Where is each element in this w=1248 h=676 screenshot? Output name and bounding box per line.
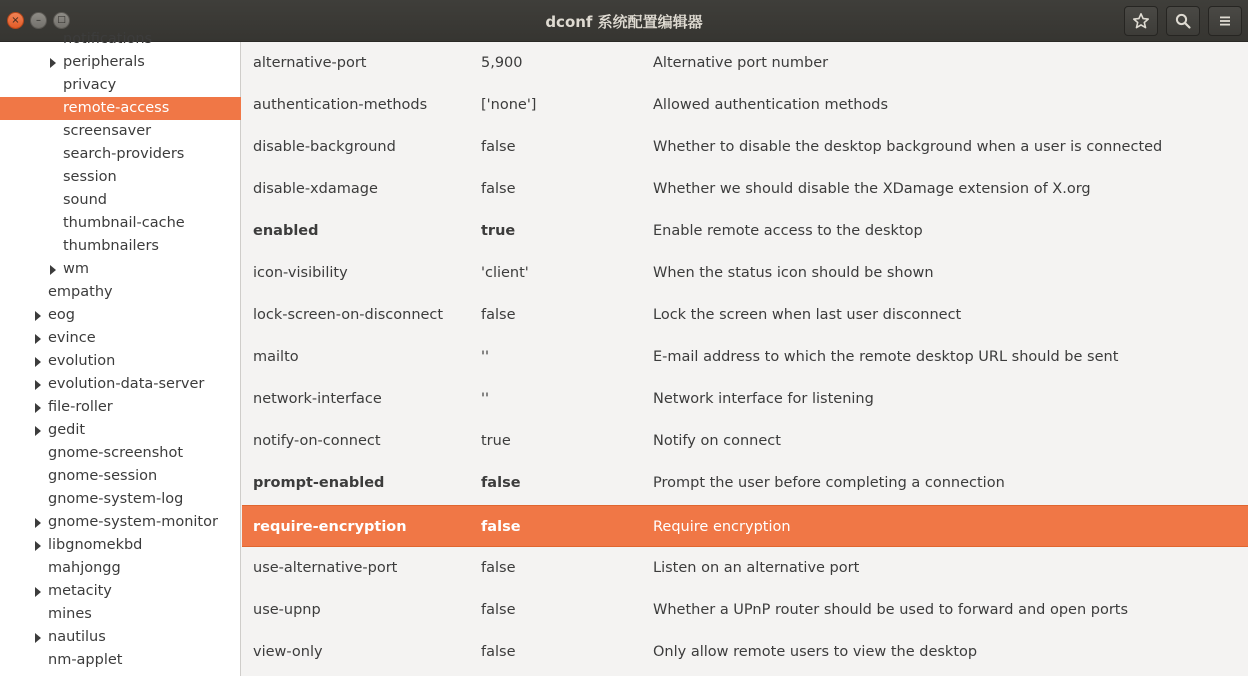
sidebar-item-label: file-roller	[48, 399, 113, 415]
key-row-alternative-port[interactable]	[242, 42, 1248, 84]
key-value: true	[481, 433, 511, 449]
sidebar-item-label: eog	[48, 307, 75, 323]
key-value: 'client'	[481, 265, 529, 281]
key-name: use-alternative-port	[253, 560, 398, 576]
sidebar-item-label: thumbnail-cache	[63, 215, 185, 231]
key-name: lock-screen-on-disconnect	[253, 307, 444, 323]
key-value: ['none']	[481, 97, 537, 113]
sidebar-item-label: gedit	[48, 422, 86, 438]
key-name: view-only	[253, 644, 323, 660]
sidebar-item-label: evolution	[48, 353, 116, 369]
sidebar-item-remote-access[interactable]	[0, 97, 241, 120]
sidebar-item-label: gnome-screenshot	[48, 445, 184, 461]
expander-arrow-icon[interactable]	[35, 403, 41, 413]
sidebar-item-label: privacy	[63, 77, 117, 93]
key-description: Whether we should disable the XDamage extension of X.org	[653, 181, 1091, 197]
sidebar-item-gnome-screenshot[interactable]	[0, 442, 241, 465]
sidebar-item-privacy[interactable]	[0, 74, 241, 97]
sidebar-item-screensaver[interactable]	[0, 120, 241, 143]
sidebar-item-mines[interactable]	[0, 603, 241, 626]
key-name: mailto	[253, 349, 299, 365]
sidebar-item-label: gnome-system-monitor	[48, 514, 218, 530]
key-description: Allowed authentication methods	[653, 97, 889, 113]
key-name: authentication-methods	[253, 97, 428, 113]
sidebar-item-label: remote-access	[63, 100, 170, 116]
sidebar-item-gnome-session[interactable]	[0, 465, 241, 488]
key-row-disable-xdamage[interactable]	[242, 168, 1248, 210]
sidebar-item-label: thumbnailers	[63, 238, 159, 254]
sidebar-item-label: evince	[48, 330, 96, 346]
sidebar-item-empathy[interactable]	[0, 281, 241, 304]
sidebar-item-label: gnome-system-log	[48, 491, 184, 507]
key-description: Only allow remote users to view the desktop	[653, 644, 978, 660]
key-row-authentication-methods[interactable]	[242, 84, 1248, 126]
key-name: require-encryption	[253, 519, 407, 535]
sidebar-item-thumbnailers[interactable]	[0, 235, 241, 258]
sidebar-item-label: search-providers	[63, 146, 185, 162]
expander-arrow-icon[interactable]	[50, 58, 56, 68]
expander-arrow-icon[interactable]	[35, 587, 41, 597]
key-name: enabled	[253, 223, 319, 239]
expander-arrow-icon[interactable]	[35, 334, 41, 344]
sidebar-item-evolution-data-server[interactable]	[0, 373, 241, 396]
key-name: disable-background	[253, 139, 396, 155]
expander-arrow-icon[interactable]	[35, 426, 41, 436]
sidebar-item-search-providers[interactable]	[0, 143, 241, 166]
sidebar-item-evince[interactable]	[0, 327, 241, 350]
key-value: false	[481, 139, 516, 155]
sidebar-item-thumbnail-cache[interactable]	[0, 212, 241, 235]
key-description: Alternative port number	[653, 55, 829, 71]
key-value: false	[481, 181, 516, 197]
sidebar-item-gnome-system-monitor[interactable]	[0, 511, 241, 534]
key-row-lock-screen-on-disconnect[interactable]	[242, 294, 1248, 336]
sidebar-item-evolution[interactable]	[0, 350, 241, 373]
sidebar-item-label: nm-applet	[48, 652, 123, 668]
key-row-notify-on-connect[interactable]	[242, 420, 1248, 462]
keys-list[interactable]	[242, 42, 1248, 676]
key-value: 5,900	[481, 55, 523, 71]
key-value: false	[481, 602, 516, 618]
sidebar-item-mahjongg[interactable]	[0, 557, 241, 580]
close-icon: ×	[11, 14, 20, 26]
key-name: icon-visibility	[253, 265, 348, 281]
expander-arrow-icon[interactable]	[35, 357, 41, 367]
sidebar-item-metacity[interactable]	[0, 580, 241, 603]
key-name: disable-xdamage	[253, 181, 378, 197]
key-value: false	[481, 560, 516, 576]
sidebar-item-eog[interactable]	[0, 304, 241, 327]
sidebar-item-label: empathy	[48, 284, 113, 300]
sidebar-item-file-roller[interactable]	[0, 396, 241, 419]
bookmark-button[interactable]	[1124, 6, 1158, 36]
expander-arrow-icon[interactable]	[35, 311, 41, 321]
sidebar-item-label: sound	[63, 192, 108, 208]
key-name: network-interface	[253, 391, 382, 407]
sidebar-item-label: mines	[48, 606, 92, 622]
key-description: Listen on an alternative port	[653, 560, 860, 576]
sidebar-item-label: screensaver	[63, 123, 152, 139]
key-value: false	[481, 519, 521, 535]
key-row-mailto[interactable]	[242, 336, 1248, 378]
key-name: alternative-port	[253, 55, 367, 71]
key-description: Enable remote access to the desktop	[653, 223, 923, 239]
maximize-icon: □	[57, 15, 66, 25]
sidebar-item-label: nautilus	[48, 629, 106, 645]
sidebar-item-sound[interactable]	[0, 189, 241, 212]
key-row-prompt-enabled[interactable]	[242, 462, 1248, 504]
key-description: Notify on connect	[653, 433, 781, 449]
sidebar-item-label: mahjongg	[48, 560, 121, 576]
key-value: false	[481, 475, 521, 491]
main-menu-button[interactable]	[1208, 6, 1242, 36]
expander-arrow-icon[interactable]	[35, 380, 41, 390]
sidebar-item-libgnomekbd[interactable]	[0, 534, 241, 557]
minimize-icon: –	[36, 14, 41, 26]
sidebar-item-label: gnome-session	[48, 468, 158, 484]
sidebar-item-label: notifications	[63, 31, 153, 47]
star-icon	[1132, 12, 1150, 30]
key-description: Require encryption	[653, 519, 791, 535]
key-row-enabled[interactable]	[242, 210, 1248, 252]
sidebar-item-nautilus[interactable]	[0, 626, 241, 649]
key-description: Whether to disable the desktop background when a user is connected	[653, 139, 1163, 155]
key-value: ''	[481, 391, 489, 407]
key-value: true	[481, 223, 516, 239]
key-description: Network interface for listening	[653, 391, 874, 407]
key-name: notify-on-connect	[253, 433, 381, 449]
sidebar-item-notifications[interactable]	[0, 28, 241, 51]
sidebar-item-label: metacity	[48, 583, 112, 599]
expander-arrow-icon[interactable]	[50, 265, 56, 275]
expander-arrow-icon[interactable]	[35, 518, 41, 528]
window-title: dconf 系统配置编辑器	[545, 13, 703, 31]
sidebar-item-gnome-system-log[interactable]	[0, 488, 241, 511]
key-description: E-mail address to which the remote desktop URL should be sent	[653, 349, 1119, 365]
sidebar-item-wm[interactable]	[0, 258, 241, 281]
schema-tree	[0, 28, 241, 672]
sidebar-item-label: wm	[63, 261, 89, 277]
sidebar-item-nm-applet[interactable]	[0, 649, 241, 672]
key-name: prompt-enabled	[253, 475, 385, 491]
menu-icon	[1218, 14, 1232, 28]
expander-arrow-icon[interactable]	[35, 633, 41, 643]
sidebar-item-label: session	[63, 169, 117, 185]
sidebar-item-label: peripherals	[63, 54, 145, 70]
key-row-disable-background[interactable]	[242, 126, 1248, 168]
key-description: Lock the screen when last user disconnect	[653, 307, 962, 323]
sidebar-item-gedit[interactable]	[0, 419, 241, 442]
key-description: When the status icon should be shown	[653, 265, 934, 281]
sidebar-item-label: evolution-data-server	[48, 376, 205, 392]
key-row-use-alternative-port[interactable]	[242, 547, 1248, 589]
key-description: Whether a UPnP router should be used to forward and open ports	[653, 602, 1129, 618]
key-value: false	[481, 644, 516, 660]
sidebar-item-label: libgnomekbd	[48, 537, 143, 553]
key-description: Prompt the user before completing a connection	[653, 475, 1005, 491]
expander-arrow-icon[interactable]	[35, 541, 41, 551]
key-name: use-upnp	[253, 602, 321, 618]
key-row-icon-visibility[interactable]	[242, 252, 1248, 294]
sidebar-item-session[interactable]	[0, 166, 241, 189]
key-row-use-upnp[interactable]	[242, 589, 1248, 631]
key-row-require-encryption[interactable]	[242, 505, 1248, 547]
key-row-network-interface[interactable]	[242, 378, 1248, 420]
key-value: ''	[481, 349, 489, 365]
sidebar-item-peripherals[interactable]	[0, 51, 241, 74]
key-row-view-only[interactable]	[242, 631, 1248, 673]
key-value: false	[481, 307, 516, 323]
search-button[interactable]	[1166, 6, 1200, 36]
schema-tree-sidebar[interactable]	[0, 31, 241, 676]
search-icon	[1175, 13, 1191, 29]
